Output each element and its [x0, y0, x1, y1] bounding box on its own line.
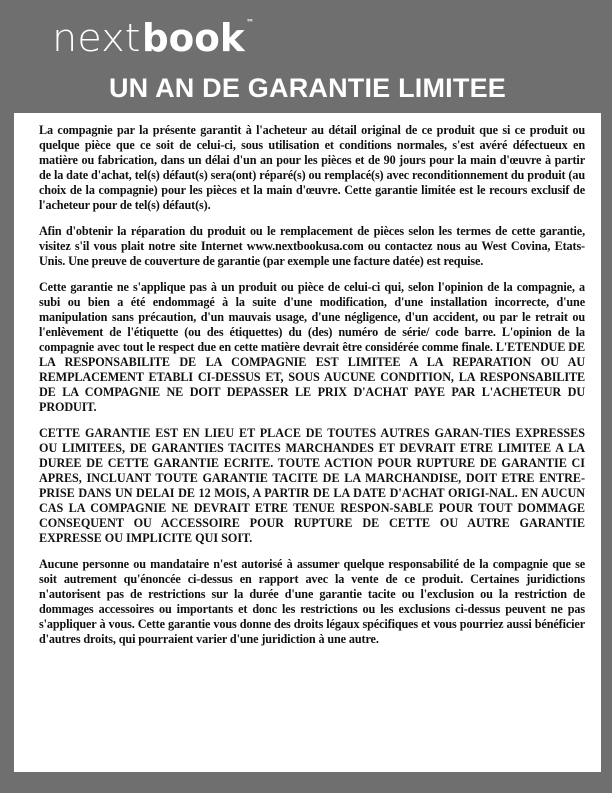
warranty-text-panel: [14, 113, 601, 772]
nextbook-logo: [52, 15, 254, 60]
warranty-paragraph: Aucune personne ou mandataire n'est autorisé à assumer quelque responsabilité de la compagnie que se soit autrement qu'énoncée ci-dessus en rapport avec la vente de ce produit. Certaines juridictions n'autorisent pas de restrictions sur la durée d'une garantie tacite ou l'exclusion ou la restriction de dommages accessoires ou importants et donc les restrictions ou les exclusions ci-dessus peuvent ne pas s'appliquer à vous. Cette garantie vous donne des droits légaux spécifiques et vous pourriez aussi bénéficier d'autres droits, qui pourraient varier d'une juridiction à une autre.: [39, 557, 585, 646]
logo-light-text: next: [52, 16, 141, 60]
page-title: UN AN DE GARANTIE LIMITEE: [108, 72, 506, 103]
warranty-paragraph: Cette garantie ne s'applique pas à un produit ou pièce de celui-ci qui, selon l'opinion de la compagnie, a subi ou bien a été endommagé à la suite d'une modification, d'une installation incorrecte, d'une manipulation sans précaution, d'un mauvais usage, d'une négligence, d'un accident, ou par le retrait ou l'enlèvement de l'étiquette (ou des étiquettes) du (des) numéro de série/ code barre. L'opinion de la compagnie avec tout le respect due en cette matière devrait être considérée comme finale. L'ETENDUE DE LA RESPONSABILITE DE LA COMPAGNIE EST LIMITEE A LA REPARATION OU AU REMPLACEMENT ETABLI CI-DESSUS ET, SOUS AUCUNE CONDITION, LA RESPONSABILITE DE LA COMPAGNIE NE DOIT DEPASSER LE PRIX D'ACHAT PAYE PAR L'ACHETEUR DU PRODUIT.: [39, 280, 585, 414]
warranty-paragraph: La compagnie par la présente garantit à l'acheteur au détail original de ce produit que si ce produit ou quelque pièce que ce soit de celui-ci, sous utilisation et conditions normales, s'est avéré défectueux en matière ou fabrication, dans un délai d'un an pour les pièces et de 90 jours pour la main d'œuvre à partir de la date d'achat, tel(s) défaut(s) sera(ont) réparé(s) ou remplacé(s) avec reconditionnement du produit (au choix de la compagnie) pour les pièces et la main d'œuvre. Cette garantie limitée est le recours exclusif de l'acheteur pour de tel(s) défaut(s).: [39, 123, 585, 212]
trademark-mark: ™: [246, 18, 254, 27]
logo-bold-text: book: [142, 16, 245, 60]
warranty-paragraph: Afin d'obtenir la réparation du produit ou le remplacement de pièces selon les termes de cette garantie, visitez s'il vous plait notre site Internet www.nextbookusa.com ou contactez nous au West Covina, Etats-Unis. Une preuve de couverture de garantie (par exemple une facture datée) est requise.: [39, 224, 585, 268]
brand-header: [14, 0, 601, 63]
warranty-paragraph: CETTE GARANTIE EST EN LIEU ET PLACE DE TOUTES AUTRES GARAN-TIES EXPRESSES OU LIMITEES, DE GARANTIES TACITES MARCHANDES ET DEVRAIT ETRE LIMITEE A LA DUREE DE CETTE GARANTIE ECRITE. TOUTE ACTION POUR RUPTURE DE GARANTIE CI APRES, INCLUANT TOUTE GARANTIE TACITE DE LA MARCHANDISE, DOIT ETRE ENTRE-PRISE DANS UN DELAI DE 12 MOIS, A PARTIR DE LA DATE D'ACHAT ORIGI-NAL. EN AUCUN CAS LA COMPAGNIE NE DEVRAIT ETRE TENUE RESPON-SABLE POUR TOUT DOMMAGE CONSEQUENT OU ACCESSOIRE POUR RUPTURE DE CETTE OU AUTRE GARANTIE EXPRESSE OU IMPLICITE QUI SOIT.: [39, 426, 585, 545]
